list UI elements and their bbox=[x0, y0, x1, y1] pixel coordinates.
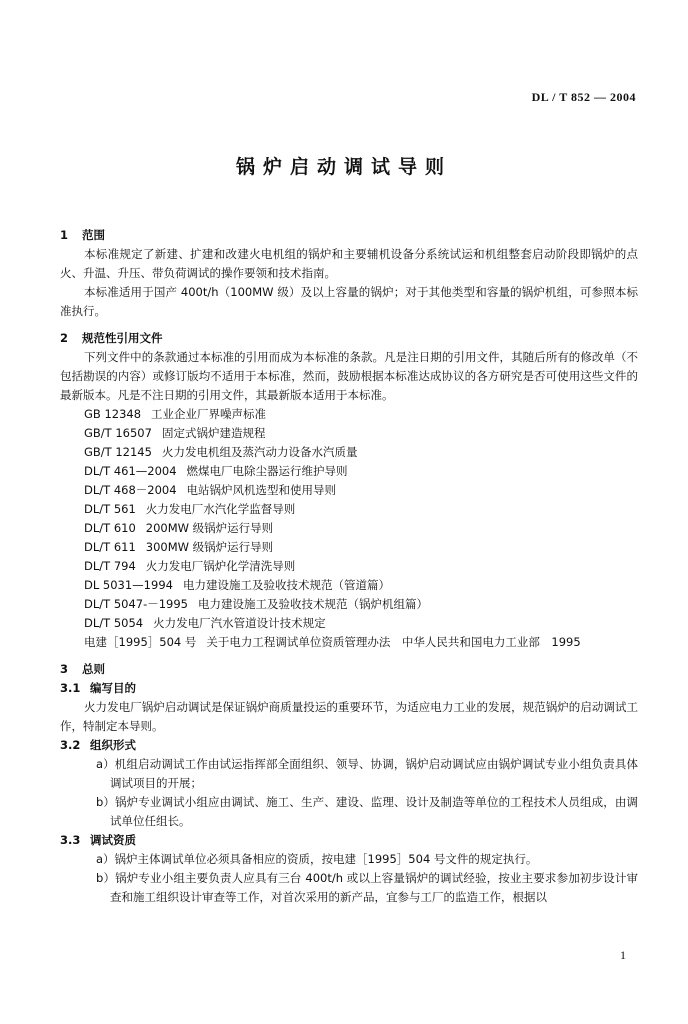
reference-name: 电力建设施工及验收技术规范（管道篇） bbox=[182, 578, 390, 592]
reference-item bbox=[84, 614, 638, 633]
subsection-3-1-heading bbox=[60, 679, 638, 698]
reference-item bbox=[84, 443, 638, 462]
reference-name: 固定式锅炉建造规程 bbox=[161, 426, 266, 440]
reference-code: GB/T 16507 bbox=[84, 426, 152, 440]
reference-item bbox=[84, 576, 638, 595]
reference-code: DL/T 610 bbox=[84, 521, 136, 535]
reference-item bbox=[84, 633, 638, 652]
page-number: 1 bbox=[620, 948, 626, 962]
paragraph: 下列文件中的条款通过本标准的引用而成为本标准的条款。凡是注日期的引用文件，其随后所有的修改单（不包括勘误的内容）或修订版均不适用于本标准，然而，鼓励根据本标准达成协议的各方研究是否可使用这些文件的最新版本。凡是不注日期的引用文件，其最新版本适用于本标准。 bbox=[60, 350, 638, 402]
reference-code: GB/T 12145 bbox=[84, 445, 152, 459]
section-2-heading bbox=[60, 329, 638, 348]
subsection-3-3-heading bbox=[60, 831, 638, 850]
list-item: b）锅炉专业调试小组应由调试、施工、生产、建设、监理、设计及制造等单位的工程技术人员组成，由调试单位任组长。 bbox=[96, 795, 638, 828]
reference-item bbox=[84, 424, 638, 443]
reference-code: 电建［1995］504 号 bbox=[84, 635, 197, 649]
reference-code: DL/T 794 bbox=[84, 559, 136, 573]
section-number: 3 bbox=[60, 662, 69, 676]
section-number: 2 bbox=[60, 331, 69, 345]
subsection-3-2-heading bbox=[60, 736, 638, 755]
reference-name: 关于电力工程调试单位资质管理办法 中华人民共和国电力工业部 1995 bbox=[206, 635, 581, 649]
reference-item bbox=[84, 462, 638, 481]
list-item: b）锅炉专业小组主要负责人应具有三台 400t/h 或以上容量锅炉的调试经验，按业主要求参加初步设计审查和施工组织设计审查等工作，对首次采用的新产品，宜参与工厂的监造工作，根据以 bbox=[96, 871, 638, 904]
reference-code: DL/T 461—2004 bbox=[84, 464, 177, 478]
reference-code: GB 12348 bbox=[84, 407, 142, 421]
reference-item bbox=[84, 500, 638, 519]
reference-code: DL/T 468－2004 bbox=[84, 483, 177, 497]
reference-name: 火力发电厂汽水管道设计技术规定 bbox=[153, 616, 326, 630]
page-title: 锅炉启动调试导则 bbox=[235, 156, 452, 178]
reference-item bbox=[84, 538, 638, 557]
reference-name: 燃煤电厂电除尘器运行维护导则 bbox=[186, 464, 348, 478]
reference-code: DL/T 5047-－1995 bbox=[84, 597, 188, 611]
reference-name: 电站锅炉风机选型和使用导则 bbox=[186, 483, 337, 497]
subsection-number: 3.3 bbox=[60, 833, 81, 847]
subsection-title: 编写目的 bbox=[90, 681, 136, 695]
document-body bbox=[60, 218, 638, 907]
reference-code: DL/T 611 bbox=[84, 540, 136, 554]
list-item: a）锅炉主体调试单位必须具备相应的资质，按电建［1995］504 号文件的规定执行。 bbox=[96, 852, 538, 866]
section-title: 总则 bbox=[82, 662, 105, 676]
paragraph: 火力发电厂锅炉启动调试是保证锅炉商质量投运的重要环节，为适应电力工业的发展，规范锅炉的启动调试工作，特制定本导则。 bbox=[60, 700, 638, 733]
reference-name: 电力建设施工及验收技术规范（锅炉机组篇） bbox=[198, 597, 428, 611]
reference-name: 300MW 级锅炉运行导则 bbox=[145, 540, 274, 554]
reference-item bbox=[84, 405, 638, 424]
reference-list bbox=[60, 405, 638, 652]
reference-code: DL/T 5054 bbox=[84, 616, 144, 630]
section-title: 范围 bbox=[82, 228, 105, 242]
reference-item bbox=[84, 481, 638, 500]
subsection-title: 调试资质 bbox=[90, 833, 136, 847]
reference-code: DL 5031—1994 bbox=[84, 578, 173, 592]
document-number: DL / T 852 — 2004 bbox=[531, 90, 636, 104]
subsection-number: 3.2 bbox=[60, 738, 81, 752]
section-1-heading bbox=[60, 226, 638, 245]
section-title: 规范性引用文件 bbox=[82, 331, 163, 345]
paragraph: 本标准规定了新建、扩建和改建火电机组的锅炉和主要辅机设备分系统试运和机组整套启动阶段即锅炉的点火、升温、升压、带负荷调试的操作要领和技术指南。 bbox=[60, 247, 638, 280]
reference-item bbox=[84, 557, 638, 576]
reference-name: 火力发电厂锅炉化学清洗导则 bbox=[145, 559, 296, 573]
reference-item bbox=[84, 595, 638, 614]
subsection-title: 组织形式 bbox=[90, 738, 136, 752]
list-item: a）机组启动调试工作由试运指挥部全面组织、领导、协调，锅炉启动调试应由锅炉调试专业小组负责具体调试项目的开展； bbox=[96, 757, 638, 790]
subsection-number: 3.1 bbox=[60, 681, 81, 695]
paragraph: 本标准适用于国产 400t/h（100MW 级）及以上容量的锅炉；对于其他类型和容量的锅炉机组，可参照本标准执行。 bbox=[60, 285, 638, 318]
reference-name: 火力发电厂水汽化学监督导则 bbox=[145, 502, 296, 516]
reference-name: 200MW 级锅炉运行导则 bbox=[145, 521, 274, 535]
reference-code: DL/T 561 bbox=[84, 502, 136, 516]
reference-name: 火力发电机组及蒸汽动力设备水汽质量 bbox=[161, 445, 358, 459]
section-number: 1 bbox=[60, 228, 69, 242]
section-3-heading bbox=[60, 660, 638, 679]
reference-item bbox=[84, 519, 638, 538]
reference-name: 工业企业厂界噪声标准 bbox=[151, 407, 267, 421]
